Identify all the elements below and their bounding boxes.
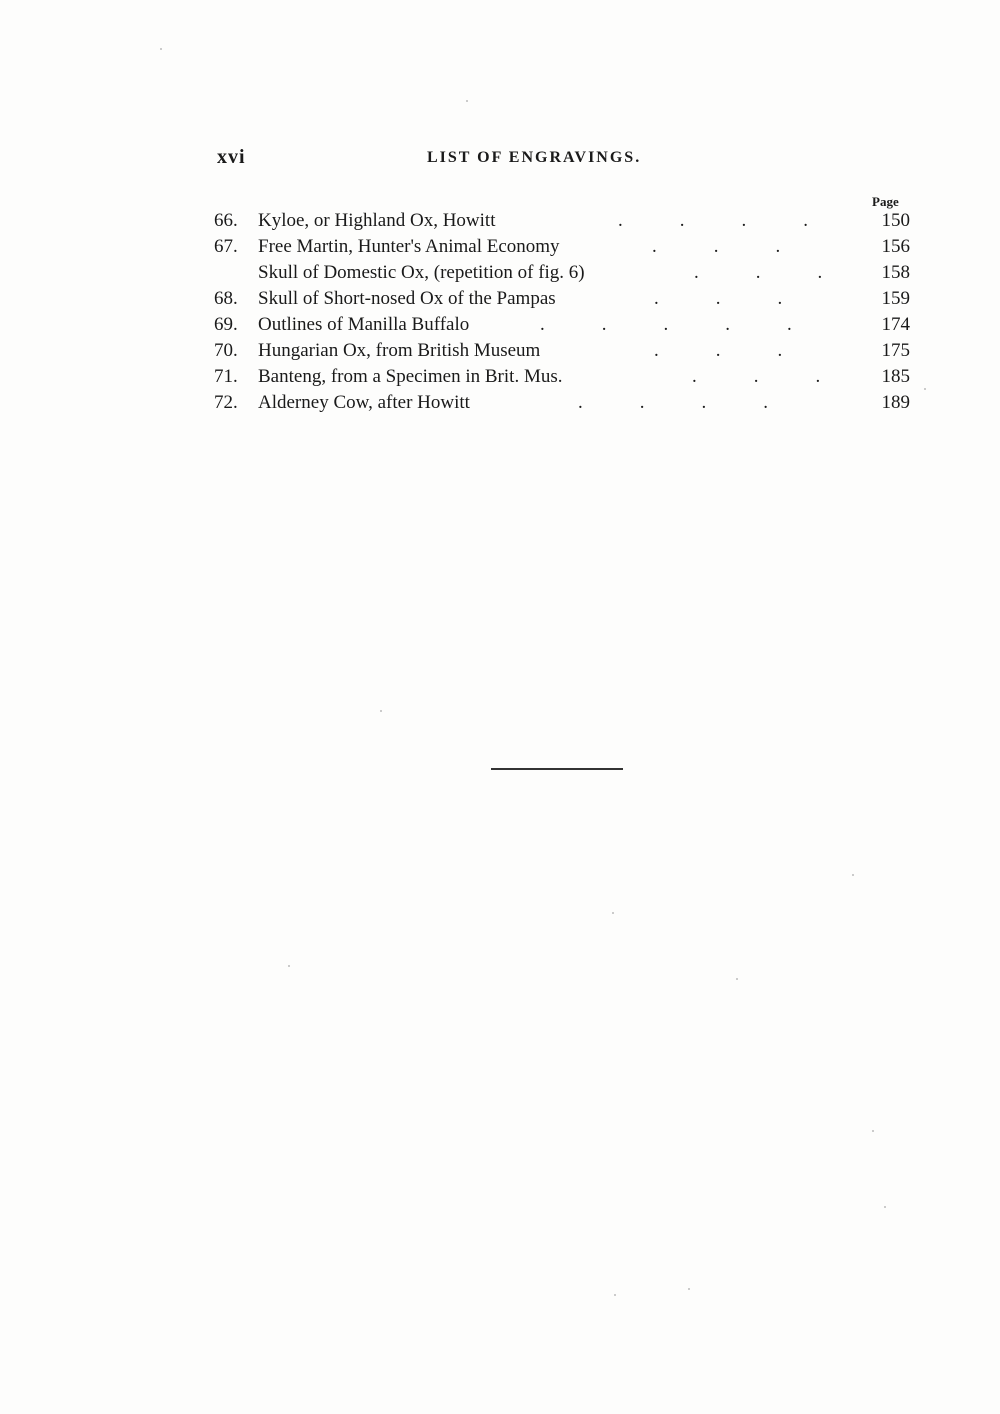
print-speck — [160, 48, 162, 50]
entry-number: 69. — [214, 314, 238, 335]
print-speck — [924, 388, 926, 390]
entry-title: Skull of Domestic Ox, (repetition of fig. 6) — [258, 262, 585, 283]
print-speck — [288, 965, 290, 967]
entry-title: Skull of Short-nosed Ox of the Pampas — [258, 288, 556, 309]
page-column-label: Page — [872, 194, 899, 209]
entry-number: 71. — [214, 366, 238, 387]
list-item — [214, 234, 910, 260]
entry-title: Alderney Cow, after Howitt — [258, 392, 470, 413]
entry-number: 72. — [214, 392, 238, 413]
list-item — [214, 390, 910, 416]
print-speck — [612, 912, 614, 914]
entry-title: Outlines of Manilla Buffalo — [258, 314, 470, 335]
dot-leader: . . . — [694, 262, 823, 283]
entry-page: 156 — [881, 236, 910, 257]
entry-page: 174 — [881, 314, 910, 335]
entry-page: 150 — [881, 210, 910, 231]
dot-leader: . . . — [652, 236, 781, 257]
entry-title: Hungarian Ox, from British Museum — [258, 340, 541, 361]
entry-page: 175 — [881, 340, 910, 361]
dot-leader: . . . . . — [540, 314, 792, 335]
entry-number: 68. — [214, 288, 238, 309]
dot-leader: . . . — [654, 288, 783, 309]
engravings-list — [214, 208, 910, 416]
print-speck — [852, 874, 854, 876]
entry-page: 189 — [881, 392, 910, 413]
list-item — [214, 286, 910, 312]
section-divider — [491, 768, 623, 770]
print-speck — [884, 1206, 886, 1208]
print-speck — [614, 1294, 616, 1296]
print-speck — [688, 1288, 690, 1290]
entry-number: 67. — [214, 236, 238, 257]
page-title: LIST OF ENGRAVINGS. — [427, 149, 642, 166]
list-item — [214, 364, 910, 390]
list-item — [214, 208, 910, 234]
print-speck — [736, 978, 738, 980]
entry-page: 159 — [881, 288, 910, 309]
entry-title: Kyloe, or Highland Ox, Howitt — [258, 210, 496, 231]
entry-number: 66. — [214, 210, 238, 231]
entry-title: Banteng, from a Specimen in Brit. Mus. — [258, 366, 563, 387]
dot-leader: . . . . — [618, 210, 808, 231]
list-item — [214, 338, 910, 364]
list-item — [214, 260, 910, 286]
print-speck — [380, 710, 382, 712]
print-speck — [872, 1130, 874, 1132]
entry-page: 185 — [881, 366, 910, 387]
entry-number: 70. — [214, 340, 238, 361]
page-number: xvi — [217, 146, 246, 168]
print-speck — [466, 100, 468, 102]
entry-page: 158 — [881, 262, 910, 283]
dot-leader: . . . — [692, 366, 821, 387]
dot-leader: . . . — [654, 340, 783, 361]
list-item — [214, 312, 910, 338]
entry-title: Free Martin, Hunter's Animal Economy — [258, 236, 560, 257]
dot-leader: . . . . — [578, 392, 768, 413]
running-head — [217, 146, 907, 172]
